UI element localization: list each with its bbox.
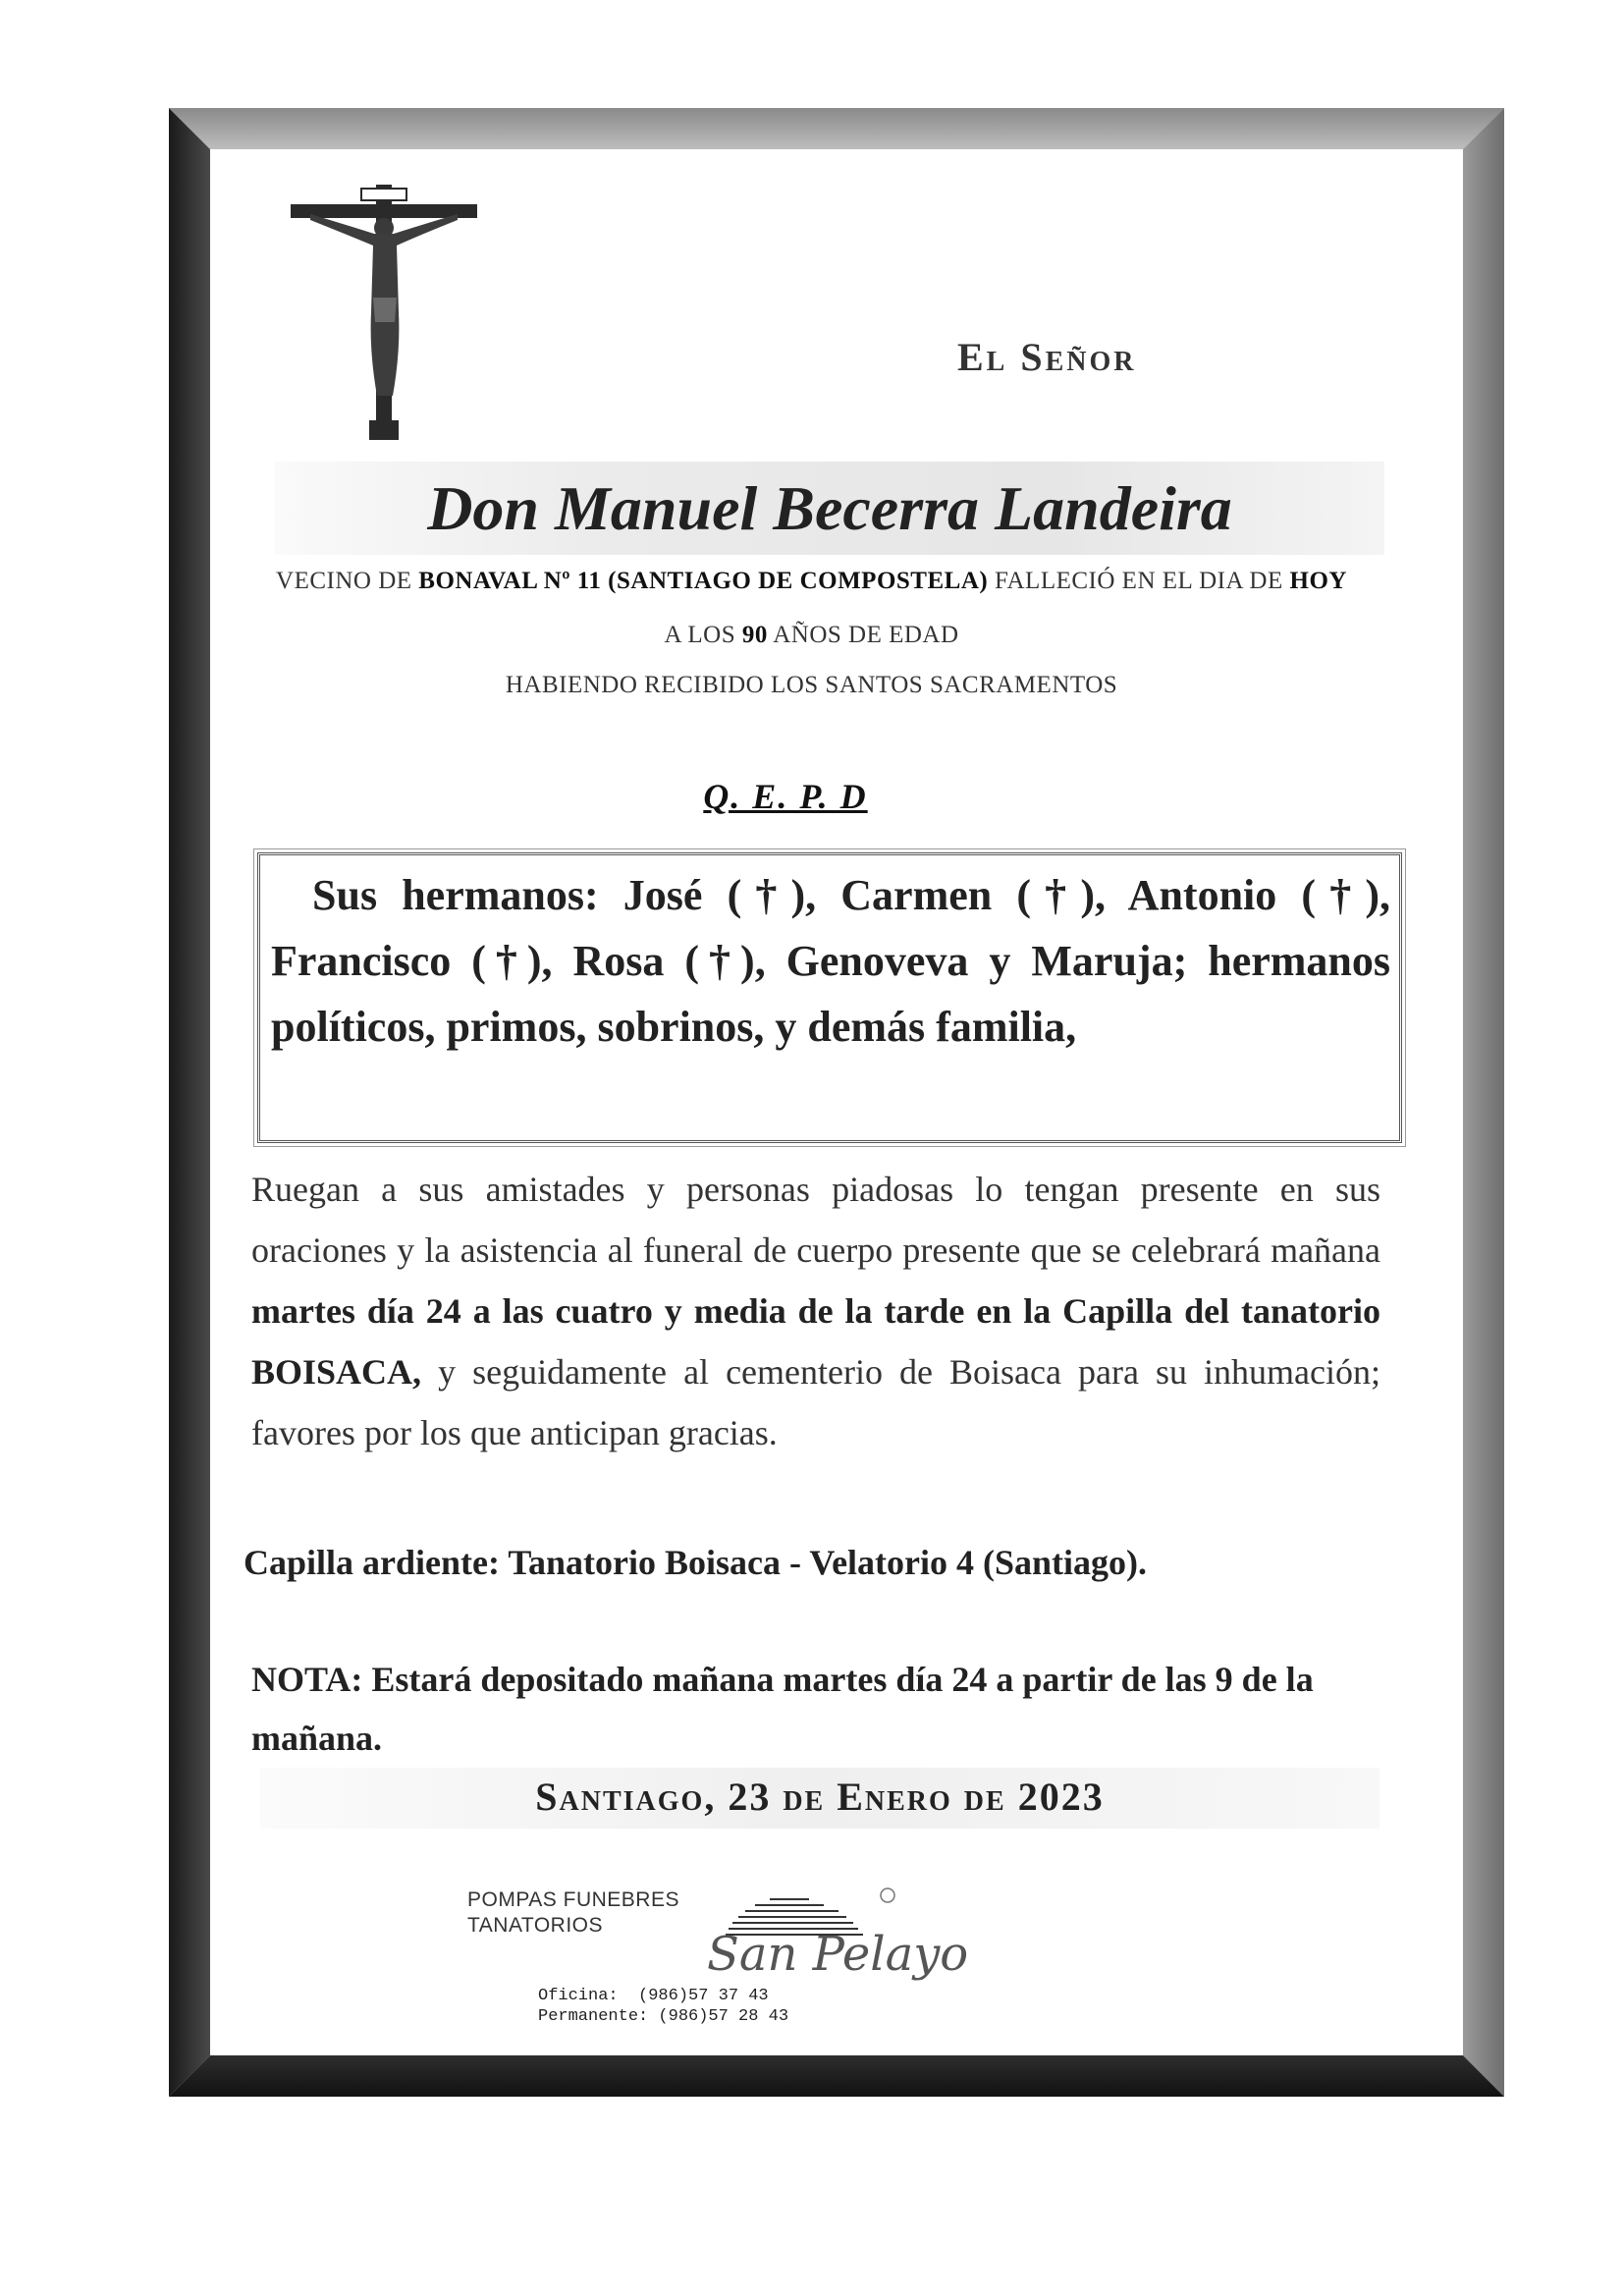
note-text: NOTA: Estará depositado mañana martes día 24 a partir de las 9 de la mañana.	[251, 1660, 1314, 1758]
residence-prefix: VECINO DE	[276, 568, 419, 594]
age-value: 90	[741, 622, 768, 648]
deceased-name: Don Manuel Becerra Landeira	[427, 473, 1232, 543]
frame-right	[1463, 108, 1504, 2097]
age-prefix: A LOS	[664, 622, 742, 648]
family-names: Sus hermanos: José (†), Carmen (†), Antonio (†), Francisco (†), Rosa (†), Genoveva y Maruja; hermanos políticos, primos, sobrinos, y demás familia,	[271, 871, 1390, 1051]
company-line-1: POMPAS FUNEBRES	[467, 1888, 679, 1911]
permanent-phone: Permanente: (986)57 28 43	[538, 2007, 789, 2026]
death-text: FALLECIÓ EN EL DIA DE	[988, 568, 1290, 594]
funeral-text-end: y seguidamente al cementerio de Boisaca para su inhumación; favores por los que anticipan gracias.	[251, 1352, 1380, 1452]
age-suffix: AÑOS DE EDAD	[767, 622, 959, 648]
age-line	[177, 622, 1446, 649]
funeral-text-start: Ruegan a sus amistades y personas piadosas lo tengan presente en sus oraciones y la asistencia al funeral de cuerpo presente que se celebrará mañana	[251, 1170, 1380, 1270]
qepd-label: Q. E. P. D	[703, 777, 868, 816]
company-name	[467, 1887, 679, 1939]
frame-bottom	[169, 2055, 1504, 2097]
company-line-2: TANATORIOS	[467, 1914, 604, 1937]
crucifix-icon	[291, 185, 477, 440]
frame-left	[169, 108, 210, 2097]
death-day: HOY	[1289, 568, 1347, 594]
company-logo-text: San Pelayo	[707, 1927, 969, 1982]
intro-title: El Señor	[957, 335, 1137, 379]
funeral-time-place: martes día 24 a las cuatro y media de la tarde en la Capilla del tanatorio BOISACA,	[251, 1291, 1380, 1392]
residence-address: BONAVAL Nº 11 (SANTIAGO DE COMPOSTELA)	[418, 568, 989, 594]
sacraments-line: HABIENDO RECIBIDO LOS SANTOS SACRAMENTOS	[505, 672, 1118, 698]
phone-numbers	[538, 1986, 788, 2027]
residence-line	[177, 568, 1446, 595]
funeral-text	[251, 1159, 1380, 1463]
office-phone: Oficina: (986)57 37 43	[538, 1987, 769, 2005]
family-text	[271, 862, 1390, 1060]
chapel-info: Capilla ardiente: Tanatorio Boisaca - Velatorio 4 (Santiago).	[243, 1543, 1148, 1582]
notice-date: Santiago, 23 de Enero de 2023	[535, 1775, 1105, 1819]
frame-top	[169, 108, 1504, 149]
